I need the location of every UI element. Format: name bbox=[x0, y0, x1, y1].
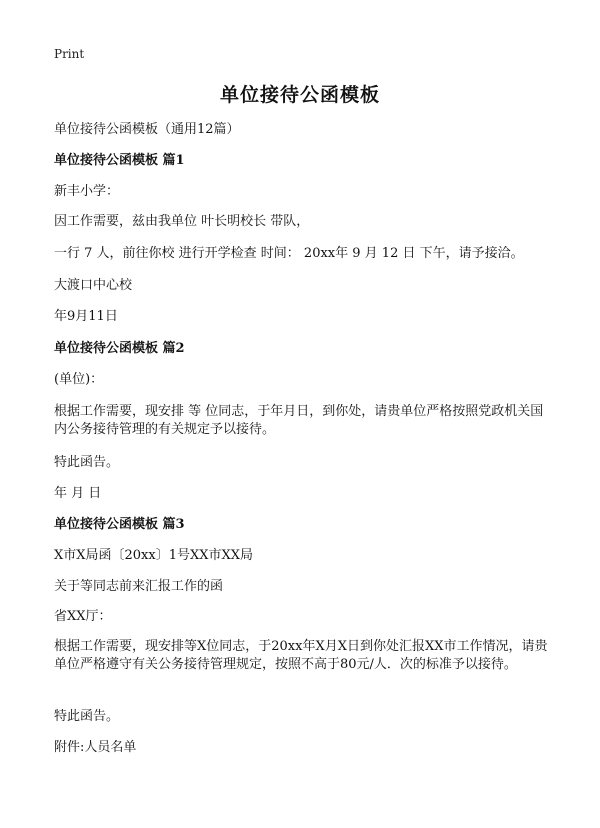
print-link[interactable]: Print bbox=[54, 47, 85, 61]
document-subtitle: 单位接待公函模板（通用12篇） bbox=[54, 122, 240, 137]
section-1-line: 大渡口中心校 bbox=[54, 278, 133, 293]
section-1-line: 年9月11日 bbox=[54, 309, 118, 324]
section-3-paragraph: 根据工作需要，现安排等X位同志，于20xx年X月X日到你处汇报XX市工作情况，请贵单位严格遵守有关公务接待管理规定，按照不高于80元/人．次的标准予以接待。 bbox=[54, 639, 548, 672]
section-3-line: 附件:人员名单 bbox=[54, 740, 137, 755]
section-1-line: 因工作需要，兹由我单位 叶长明校长 带队， bbox=[54, 214, 310, 229]
section-2-heading: 单位接待公函模板 篇2 bbox=[54, 341, 185, 356]
section-3-line: 关于等同志前来汇报工作的函 bbox=[54, 579, 224, 594]
document-title: 单位接待公函模板 bbox=[219, 84, 380, 106]
section-3-line: X市X局函〔20xx〕1号XX市XX局 bbox=[54, 548, 254, 563]
section-2-line: (单位)： bbox=[54, 372, 104, 387]
section-1-line: 一行 7 人，前往你校 进行开学检查 时间： 20xx年 9 月 12 日 下午，请予接洽。 bbox=[54, 246, 524, 261]
section-1-line: 新丰小学： bbox=[54, 184, 120, 199]
section-3-line: 省XX厅： bbox=[54, 609, 112, 624]
section-2-line: 年 月 日 bbox=[54, 486, 102, 501]
section-3-line: 特此函告。 bbox=[54, 709, 120, 724]
section-1-heading: 单位接待公函模板 篇1 bbox=[54, 153, 185, 168]
section-2-line: 特此函告。 bbox=[54, 455, 120, 470]
section-3-heading: 单位接待公函模板 篇3 bbox=[54, 517, 185, 532]
section-2-paragraph: 根据工作需要，现安排 等 位同志，于年月日，到你处，请贵单位严格按照党政机关国内公务接待管理的有关规定予以接待。 bbox=[54, 404, 544, 437]
